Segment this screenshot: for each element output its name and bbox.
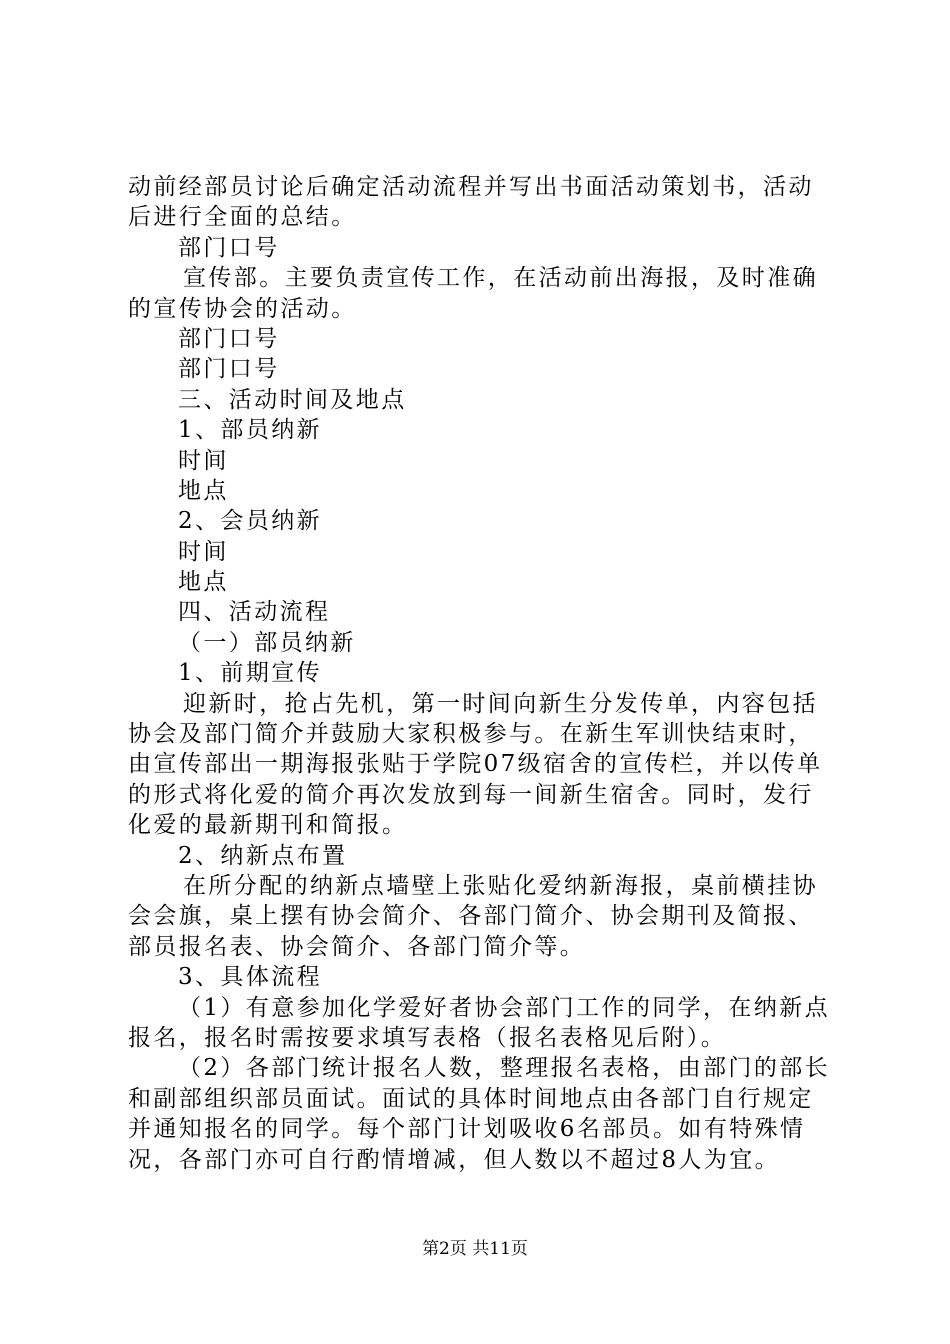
text-line: 部门口号 [178, 325, 280, 352]
text-line: 协会及部门简介并鼓励大家积极参与。在新生军训快结束时， [128, 721, 814, 748]
subsection-heading: （一）部员纳新 [178, 629, 356, 656]
subsection-heading: 1、部员纳新 [178, 417, 323, 444]
text-line: （2）各部门统计报名人数，整理报名表格，由部门的部长 [178, 1055, 831, 1082]
text-line: 在所分配的纳新点墙壁上张贴化爱纳新海报，桌前横挂协 [183, 872, 818, 899]
text-line: 迎新时，抢占先机，第一时间向新生分发传单，内容包括 [183, 690, 818, 717]
subsection-heading: 3、具体流程 [178, 964, 323, 991]
text-line: 的宣传协会的活动。 [128, 295, 357, 322]
text-line: 部员报名表、协会简介、各部门简介等。 [128, 933, 586, 960]
subsection-heading: 2、纳新点布置 [178, 842, 348, 869]
text-line: 地点 [178, 569, 229, 596]
text-line: 的形式将化爱的简介再次发放到每一间新生宿舍。同时，发行 [128, 781, 814, 808]
body-text [128, 172, 831, 1175]
text-line: （1）有意参加化学爱好者协会部门工作的同学，在纳新点 [178, 994, 831, 1021]
text-line: 报名，报名时需按要求填写表格（报名表格见后附）。 [128, 1024, 727, 1051]
page-number-footer: 第2页 共11页 [422, 1239, 528, 1259]
text-line: 时间 [178, 538, 229, 565]
text-line: 会会旗，桌上摆有协会简介、各部门简介、协会期刊及简报、 [128, 903, 814, 930]
text-line: 时间 [178, 447, 229, 474]
text-line: 和副部组织部员面试。面试的具体时间地点由各部门自行规定 [128, 1085, 814, 1112]
section-heading: 四、活动流程 [178, 599, 331, 626]
subsection-heading: 2、会员纳新 [178, 508, 323, 535]
text-line: 由宣传部出一期海报张贴于学院07级宿舍的宣传栏，并以传单 [128, 751, 823, 778]
text-line: 动前经部员讨论后确定活动流程并写出书面活动策划书，活动 [128, 174, 814, 200]
text-line: 并通知报名的同学。每个部门计划吸收6名部员。如有特殊情 [128, 1116, 806, 1143]
subsection-heading: 1、前期宣传 [178, 660, 323, 687]
text-line: 宣传部。主要负责宣传工作，在活动前出海报，及时准确 [183, 265, 818, 292]
section-heading: 三、活动时间及地点 [178, 386, 407, 413]
text-line: 后进行全面的总结。 [128, 204, 357, 231]
text-line: 地点 [178, 477, 229, 504]
text-line: 化爱的最新期刊和简报。 [128, 812, 408, 839]
text-line: 部门口号 [178, 356, 280, 383]
text-line: 况，各部门亦可自行酌情增减，但人数以不超过8人为宜。 [128, 1146, 781, 1173]
text-line: 部门口号 [178, 234, 280, 261]
